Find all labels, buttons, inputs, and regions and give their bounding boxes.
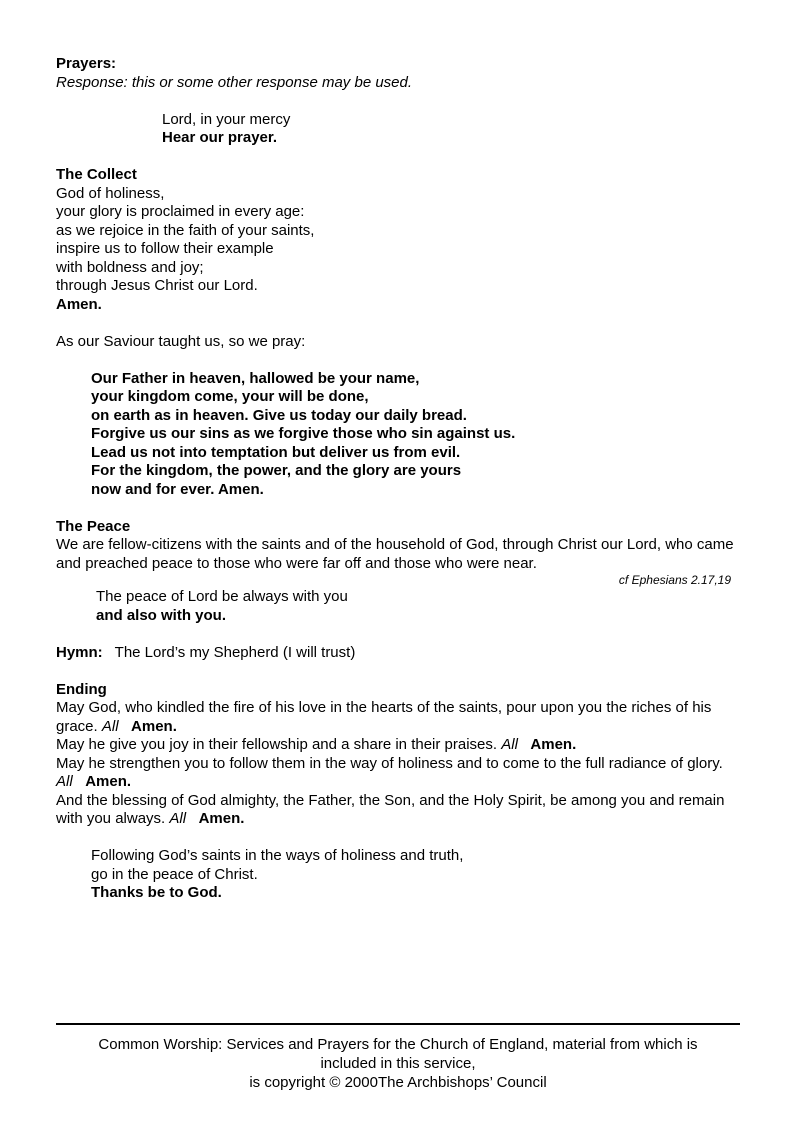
hymn-title: The Lord’s my Shepherd (I will trust) (114, 643, 356, 661)
dismissal-line: Following God’s saints in the ways of holiness and truth, (91, 847, 464, 864)
lords-prayer-line: now and for ever. Amen. (91, 480, 264, 498)
amen-response: Amen. (530, 736, 577, 753)
all-label: All (101, 717, 119, 735)
hymn-label: Hymn: (56, 643, 103, 661)
peace-text: We are fellow-citizens with the saints and of the household of God, through Christ our Lord, who came and preached peace to those who were far off and those who were near. (56, 536, 734, 572)
collect-line: as we rejoice in the faith of your saints, (56, 221, 315, 239)
lords-prayer-line: Forgive us our sins as we forgive those who sin against us. (91, 425, 516, 442)
collect-amen: Amen. (56, 295, 102, 313)
blessing (56, 755, 740, 792)
collect-heading: The Collect (56, 166, 137, 183)
footer-line: included in this service, (320, 1055, 476, 1072)
lords-prayer-line: Lead us not into temptation but deliver us from evil. (91, 443, 461, 461)
all-label: All (501, 736, 518, 753)
prayers-versicle: Lord, in your mercy (162, 110, 291, 128)
footer-line: is copyright © 2000The Archbishops’ Council (249, 1074, 547, 1091)
blessing-text: And the blessing of God almighty, the Father, the Son, and the Holy Spirit, be among you and remain with you always. (56, 791, 725, 827)
dismissal-line: go in the peace of Christ. (91, 865, 258, 883)
footer-line: Common Worship: Services and Prayers for the Church of England, material from which is (98, 1036, 698, 1053)
blessing (56, 699, 740, 736)
lords-prayer-line: For the kingdom, the power, and the glory are yours (91, 462, 462, 479)
amen-response: Amen. (131, 717, 177, 735)
amen-response: Amen. (85, 773, 132, 790)
peace-versicle: The peace of Lord be always with you (96, 588, 348, 605)
prayers-heading: Prayers: (56, 55, 117, 72)
blessing-text: May he strengthen you to follow them in the way of holiness and to come to the full radiance of glory. (56, 754, 723, 772)
copyright-footer (56, 1023, 740, 1092)
response-note: Response: this or some other response may be used. (56, 73, 413, 91)
amen-response: Amen. (198, 810, 245, 827)
peace-response: and also with you. (96, 606, 227, 624)
all-label: All (56, 773, 73, 790)
lords-prayer-line: your kingdom come, your will be done, (91, 388, 369, 405)
service-page (56, 55, 740, 903)
peace-heading: The Peace (56, 517, 131, 535)
collect-line: inspire us to follow their example (56, 240, 274, 257)
scripture-reference: cf Ephesians 2.17,19 (618, 573, 731, 587)
lords-prayer-intro: As our Saviour taught us, so we pray: (56, 332, 306, 350)
lords-prayer-line: Our Father in heaven, hallowed be your name, (91, 369, 420, 387)
blessing-text: May God, who kindled the fire of his love in the hearts of the saints, pour upon you the riches of his grace. (56, 699, 712, 735)
blessing (56, 792, 740, 829)
blessing (56, 736, 740, 755)
hymn-line (56, 644, 740, 663)
ending-heading: Ending (56, 680, 107, 698)
all-label: All (169, 810, 187, 827)
blessing-text: May he give you joy in their fellowship and a share in their praises. (56, 736, 502, 753)
lords-prayer-line: on earth as in heaven. Give us today our daily bread. (91, 406, 467, 424)
dismissal-response: Thanks be to God. (91, 884, 222, 901)
collect-line: God of holiness, (56, 184, 165, 202)
collect-line: through Jesus Christ our Lord. (56, 277, 258, 294)
prayers-response: Hear our prayer. (162, 129, 278, 146)
collect-line: your glory is proclaimed in every age: (56, 203, 305, 220)
collect-line: with boldness and joy; (56, 258, 204, 276)
